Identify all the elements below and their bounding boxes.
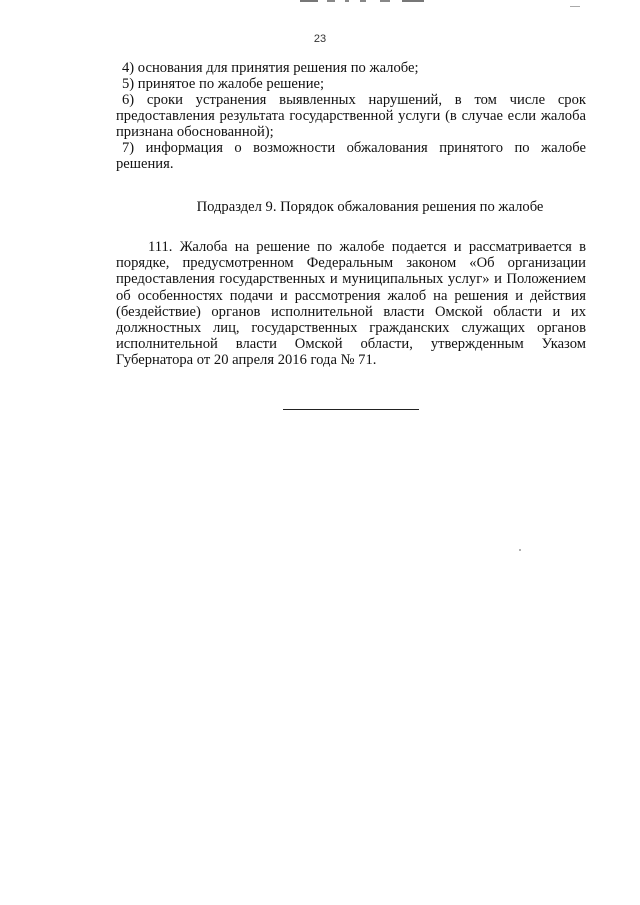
list-item-7: 7) информация о возможности обжалования принятого по жалобе решения. <box>116 140 586 172</box>
scan-speck <box>519 549 521 551</box>
scan-artifact-marks <box>0 0 640 12</box>
paragraph-111: 111. Жалоба на решение по жалобе подается и рассматривается в порядке, предусмотренном Федеральным законом «Об организации предоставления государственных и муниципальных услуг» и Положением об особенностях подачи и рассмотрения жалоб на решения и действия (бездействие) органов исполнительной власти Омской области и их должностных лиц, государственных гражданских служащих органов исполнительной власти Омской области, утвержденным Указом Губернатора от 20 апреля 2016 года № 71. <box>116 239 586 369</box>
list-item-4: 4) основания для принятия решения по жалобе; <box>122 60 419 76</box>
document-body <box>116 60 586 369</box>
page-number: 23 <box>313 33 327 45</box>
list-item-6: 6) сроки устранения выявленных нарушений, в том числе срок предоставления результата государственной услуги (в случае если жалоба признана обоснованной); <box>116 92 586 140</box>
subsection-heading: Подраздел 9. Порядок обжалования решения по жалобе <box>196 199 544 215</box>
list-item-5: 5) принятое по жалобе решение; <box>122 76 325 92</box>
end-of-text-rule <box>283 409 419 410</box>
